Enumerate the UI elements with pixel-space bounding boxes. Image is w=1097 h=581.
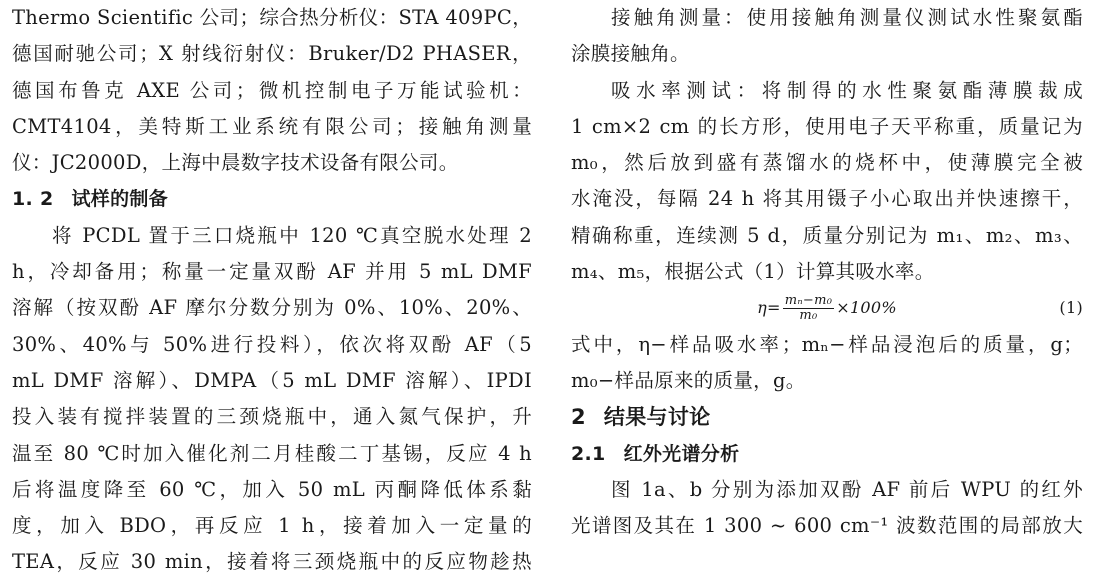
body-text-line: 式中，η−样品吸水率；mₙ−样品浸泡后的质量，g； — [571, 332, 1083, 356]
body-text-line: TEA，反应 30 min，接着将三颈烧瓶中的反应物趁热 — [12, 550, 532, 574]
body-text-line: 温至 80 ℃时加入催化剂二月桂酸二丁基锡，反应 4 h — [12, 441, 532, 465]
equation-fraction — [783, 294, 835, 323]
body-text-line: CMT4104，美特斯工业系统有限公司；接触角测量 — [12, 114, 532, 138]
section-heading-2-1 — [571, 436, 1083, 472]
body-text-line: Thermo Scientific 公司；综合热分析仪：STA 409PC， — [12, 6, 532, 29]
equation-expression — [757, 290, 897, 326]
section-title: 红外光谱分析 — [623, 442, 740, 465]
equation-denominator: m₀ — [799, 308, 818, 324]
body-text-line: 光谱图及其在 1 300 ~ 600 cm⁻¹ 波数范围的局部放大 — [571, 514, 1083, 538]
body-text-line: mL DMF 溶解）、DMPA（5 mL DMF 溶解）、IPDI — [12, 368, 532, 392]
right-column — [571, 0, 1083, 544]
body-text-line: 投入装有搅拌装置的三颈烧瓶中，通入氮气保护，升 — [12, 405, 532, 429]
section-number: 2 — [571, 405, 586, 430]
section-number: 2.1 — [571, 442, 606, 465]
equation-lhs: η= — [757, 298, 781, 318]
body-text-line: 仪：JC2000D，上海中晨数字技术设备有限公司。 — [12, 151, 459, 175]
body-text-line: 将 PCDL 置于三口烧瓶中 120 ℃真空脱水处理 2 — [52, 223, 532, 247]
body-text-line: m₀−样品原来的质量，g。 — [571, 368, 806, 392]
body-text-line: 图 1a、b 分别为添加双酚 AF 前后 WPU 的红外 — [611, 477, 1083, 501]
body-text-line: m₀，然后放到盛有蒸馏水的烧杯中，使薄膜完全被 — [571, 151, 1083, 175]
left-column — [12, 0, 532, 581]
body-text-line: 精确称重，连续测 5 d，质量分别记为 m₁、m₂、m₃、 — [571, 223, 1083, 247]
body-text-line: 水淹没，每隔 24 h 将其用镊子小心取出并快速擦干， — [571, 187, 1083, 211]
equation-numerator: mₙ−m₀ — [784, 293, 833, 309]
section-title: 结果与讨论 — [603, 405, 711, 430]
equation-number: (1) — [1059, 298, 1083, 318]
body-text-line: 德国布鲁克 AXE 公司；微机控制电子万能试验机： — [12, 78, 532, 102]
section-title: 试样的制备 — [71, 188, 168, 211]
equation-rhs: ×100% — [836, 298, 897, 318]
section-number: 1. 2 — [12, 188, 54, 211]
body-text-line: 吸水率测试：将制得的水性聚氨酯薄膜裁成 — [611, 78, 1083, 102]
body-text-line: 涂膜接触角。 — [571, 42, 690, 66]
body-text-line: h，冷却备用；称量一定量双酚 AF 并用 5 mL DMF — [12, 260, 532, 284]
body-text-line: 1 cm×2 cm 的长方形，使用电子天平称重，质量记为 — [571, 114, 1083, 138]
body-text-line: 德国耐驰公司；X 射线衍射仪：Bruker/D2 PHASER， — [12, 42, 532, 66]
section-heading-2 — [571, 399, 1083, 435]
section-heading-1-2 — [12, 181, 532, 217]
body-text-line: 接触角测量：使用接触角测量仪测试水性聚氨酯 — [611, 6, 1083, 29]
body-text-line: 后将温度降至 60 ℃，加入 50 mL 丙酮降低体系黏 — [12, 477, 532, 501]
body-text-line: 30%、40%与 50%进行投料），依次将双酚 AF（5 — [12, 332, 532, 356]
body-text-line: m₄、m₅，根据公式（1）计算其吸水率。 — [571, 260, 935, 284]
body-text-line: 溶解（按双酚 AF 摩尔分数分别为 0%、10%、20%、 — [12, 296, 532, 320]
equation-1 — [571, 290, 1083, 326]
body-text-line: 度，加入 BDO，再反应 1 h，接着加入一定量的 — [12, 514, 532, 538]
